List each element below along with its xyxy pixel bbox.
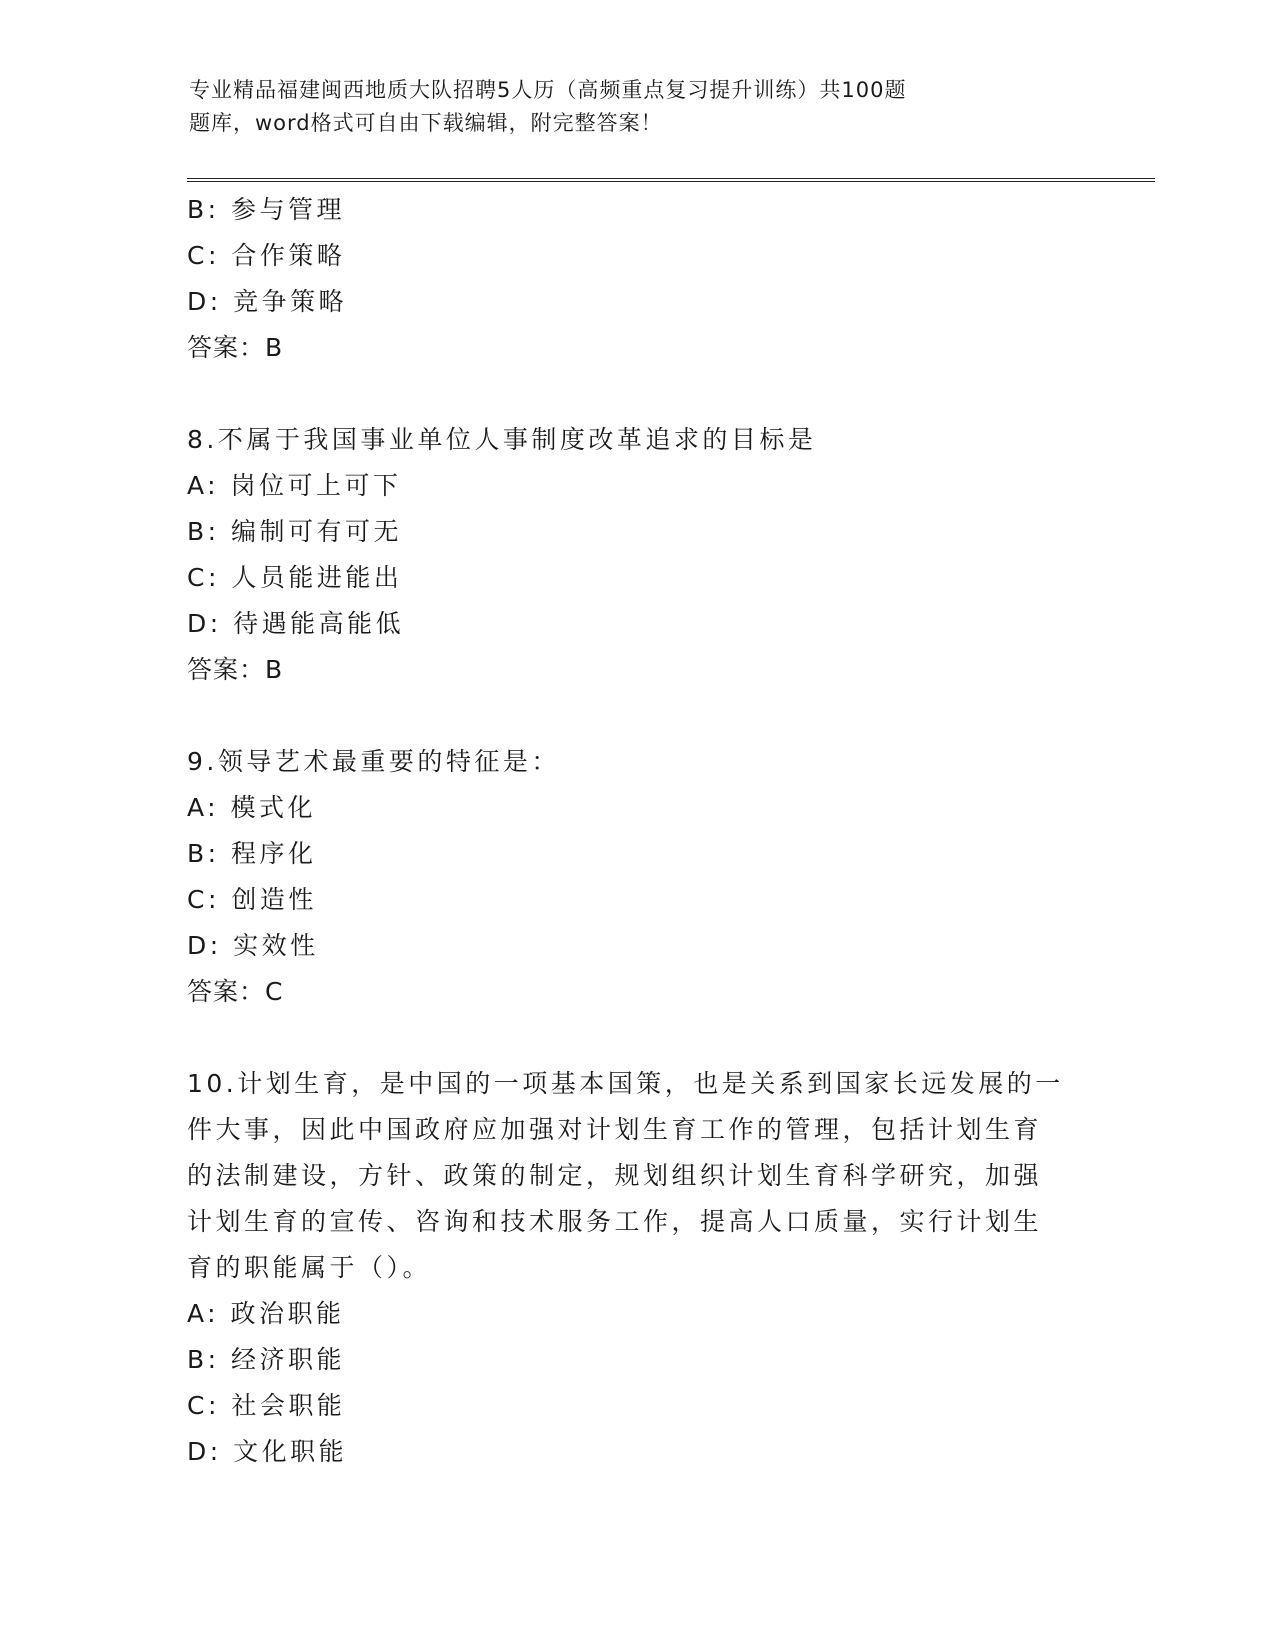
option-a (187, 785, 1087, 831)
option-b (187, 1337, 1087, 1383)
option-letter: B: (187, 839, 220, 868)
question-8 (187, 417, 1087, 693)
option-c (187, 877, 1087, 923)
option-b (187, 187, 1087, 233)
option-c (187, 1383, 1087, 1429)
option-letter: D: (187, 931, 222, 960)
option-text: 岗位可上可下 (230, 471, 402, 500)
option-letter: D: (187, 1437, 222, 1466)
option-letter: A: (187, 793, 220, 822)
option-d (187, 279, 1087, 325)
option-letter: C: (187, 885, 220, 914)
option-b (187, 831, 1087, 877)
option-letter: B: (187, 517, 220, 546)
continued-question (187, 187, 1087, 371)
header-title-line-2: 题库，word格式可自由下载编辑，附完整答案！ (189, 111, 663, 135)
option-c (187, 555, 1087, 601)
question-stem: 9.领导艺术最重要的特征是： (187, 747, 560, 776)
option-text: 创造性 (231, 885, 317, 914)
option-letter: A: (187, 471, 220, 500)
option-text: 编制可有可无 (231, 517, 403, 546)
option-d (187, 923, 1087, 969)
option-c (187, 233, 1087, 279)
header-title-line-1: 专业精品福建闽西地质大队招聘5人历（高频重点复习提升训练）共100题 (189, 78, 907, 102)
option-b (187, 509, 1087, 555)
answer-line: 答案：B (187, 655, 284, 684)
option-a (187, 463, 1087, 509)
question-stem-line: 10.计划生育，是中国的一项基本国策，也是关系到国家长远发展的一 (187, 1069, 1064, 1098)
option-text: 合作策略 (231, 241, 346, 270)
question-stem-line: 计划生育的宣传、咨询和技术服务工作，提高人口质量，实行计划生 (187, 1207, 1043, 1236)
question-stem-line: 育的职能属于（）。 (187, 1253, 432, 1282)
answer-line: 答案：C (187, 977, 284, 1006)
option-d (187, 1429, 1087, 1475)
option-letter: C: (187, 563, 220, 592)
option-letter: B: (187, 195, 220, 224)
option-text: 人员能进能出 (231, 563, 403, 592)
question-stem-line: 的法制建设，方针、政策的制定，规划组织计划生育科学研究，加强 (187, 1161, 1043, 1190)
option-letter: D: (187, 609, 222, 638)
question-stem-line: 件大事，因此中国政府应加强对计划生育工作的管理，包括计划生育 (187, 1115, 1043, 1144)
option-d (187, 601, 1087, 647)
option-letter: C: (187, 1391, 220, 1420)
option-letter: A: (187, 1299, 220, 1328)
question-10 (187, 1061, 1087, 1475)
option-text: 政治职能 (230, 1299, 345, 1328)
option-letter: C: (187, 241, 220, 270)
option-text: 参与管理 (231, 195, 346, 224)
page-header (189, 74, 1019, 140)
option-text: 文化职能 (233, 1437, 348, 1466)
question-9 (187, 739, 1087, 1015)
header-divider (187, 178, 1155, 182)
question-stem: 8.不属于我国事业单位人事制度改革追求的目标是 (187, 425, 817, 454)
option-text: 实效性 (233, 931, 319, 960)
option-text: 竞争策略 (233, 287, 348, 316)
option-text: 经济职能 (231, 1345, 346, 1374)
answer-line: 答案：B (187, 333, 284, 362)
option-text: 社会职能 (231, 1391, 346, 1420)
option-text: 待遇能高能低 (233, 609, 405, 638)
option-text: 程序化 (231, 839, 317, 868)
option-letter: B: (187, 1345, 220, 1374)
option-letter: D: (187, 287, 222, 316)
option-text: 模式化 (230, 793, 317, 822)
option-a (187, 1291, 1087, 1337)
question-content (187, 187, 1087, 1475)
